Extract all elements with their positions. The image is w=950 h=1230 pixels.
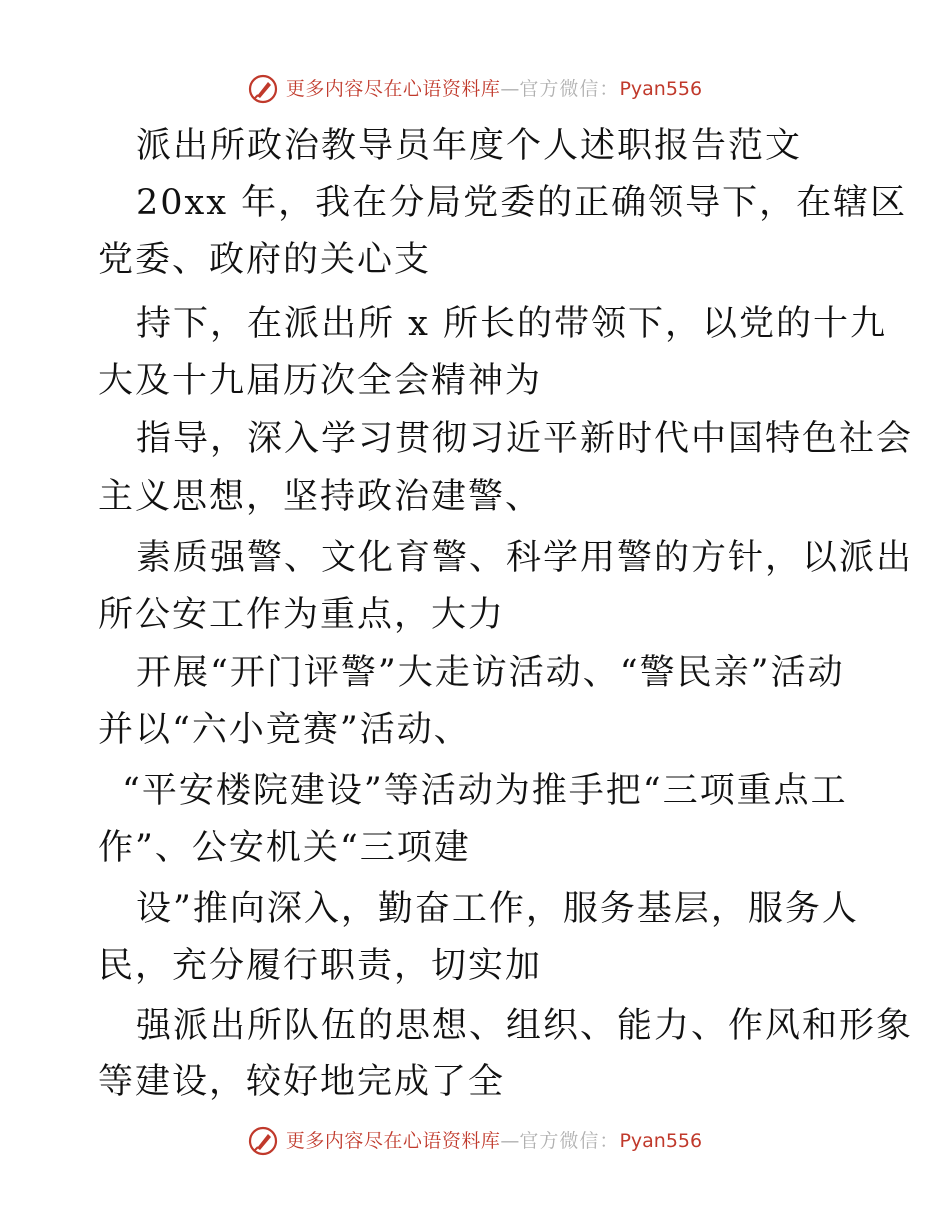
- watermark-official-label: 官方微信：: [519, 1130, 620, 1152]
- paragraph-line: 大及十九届历次全会精神为: [98, 361, 543, 401]
- paragraph-line: 所公安工作为重点，大力: [98, 595, 506, 635]
- quill-pen-icon: [248, 74, 278, 104]
- paragraph-line: 等建设，较好地完成了全: [98, 1062, 506, 1102]
- watermark-site-text: 更多内容尽在心语资料库: [285, 1130, 501, 1152]
- paragraph-line: 持下，在派出所 x 所长的带领下，以党的十九: [136, 304, 887, 344]
- paragraph-line: “平安楼院建设”等活动为推手把“三项重点工: [122, 771, 848, 811]
- paragraph-line: 主义思想，坚持政治建警、: [98, 477, 543, 517]
- paragraph-line: 党委、政府的关心支: [98, 240, 432, 280]
- paragraph-line: 强派出所队伍的思想、组织、能力、作风和形象: [136, 1006, 914, 1046]
- watermark-wechat-id: Pyan556: [619, 1130, 703, 1152]
- watermark-header: [0, 74, 950, 104]
- paragraph-line: 作”、公安机关“三项建: [98, 828, 471, 868]
- paragraph-line: 并以“六小竞赛”活动、: [98, 710, 471, 750]
- paragraph-line: 指导，深入学习贯彻习近平新时代中国特色社会: [136, 419, 914, 459]
- quill-pen-icon: [248, 1126, 278, 1156]
- paragraph-line: 20xx 年，我在分局党委的正确领导下，在辖区: [136, 183, 908, 223]
- paragraph-line: 设”推向深入，勤奋工作，服务基层，服务人: [136, 889, 859, 929]
- watermark-official-label: 官方微信：: [519, 78, 620, 100]
- watermark-footer: [0, 1126, 950, 1156]
- watermark-site-text: 更多内容尽在心语资料库: [285, 78, 501, 100]
- watermark-wechat-id: Pyan556: [619, 78, 703, 100]
- paragraph-line: 素质强警、文化育警、科学用警的方针，以派出: [136, 538, 914, 578]
- document-title: 派出所政治教导员年度个人述职报告范文: [136, 126, 803, 166]
- paragraph-line: 开展“开门评警”大走访活动、“警民亲”活动: [136, 653, 845, 693]
- paragraph-line: 民，充分履行职责，切实加: [98, 946, 543, 986]
- watermark-dash: —: [500, 1130, 520, 1152]
- watermark-dash: —: [500, 78, 520, 100]
